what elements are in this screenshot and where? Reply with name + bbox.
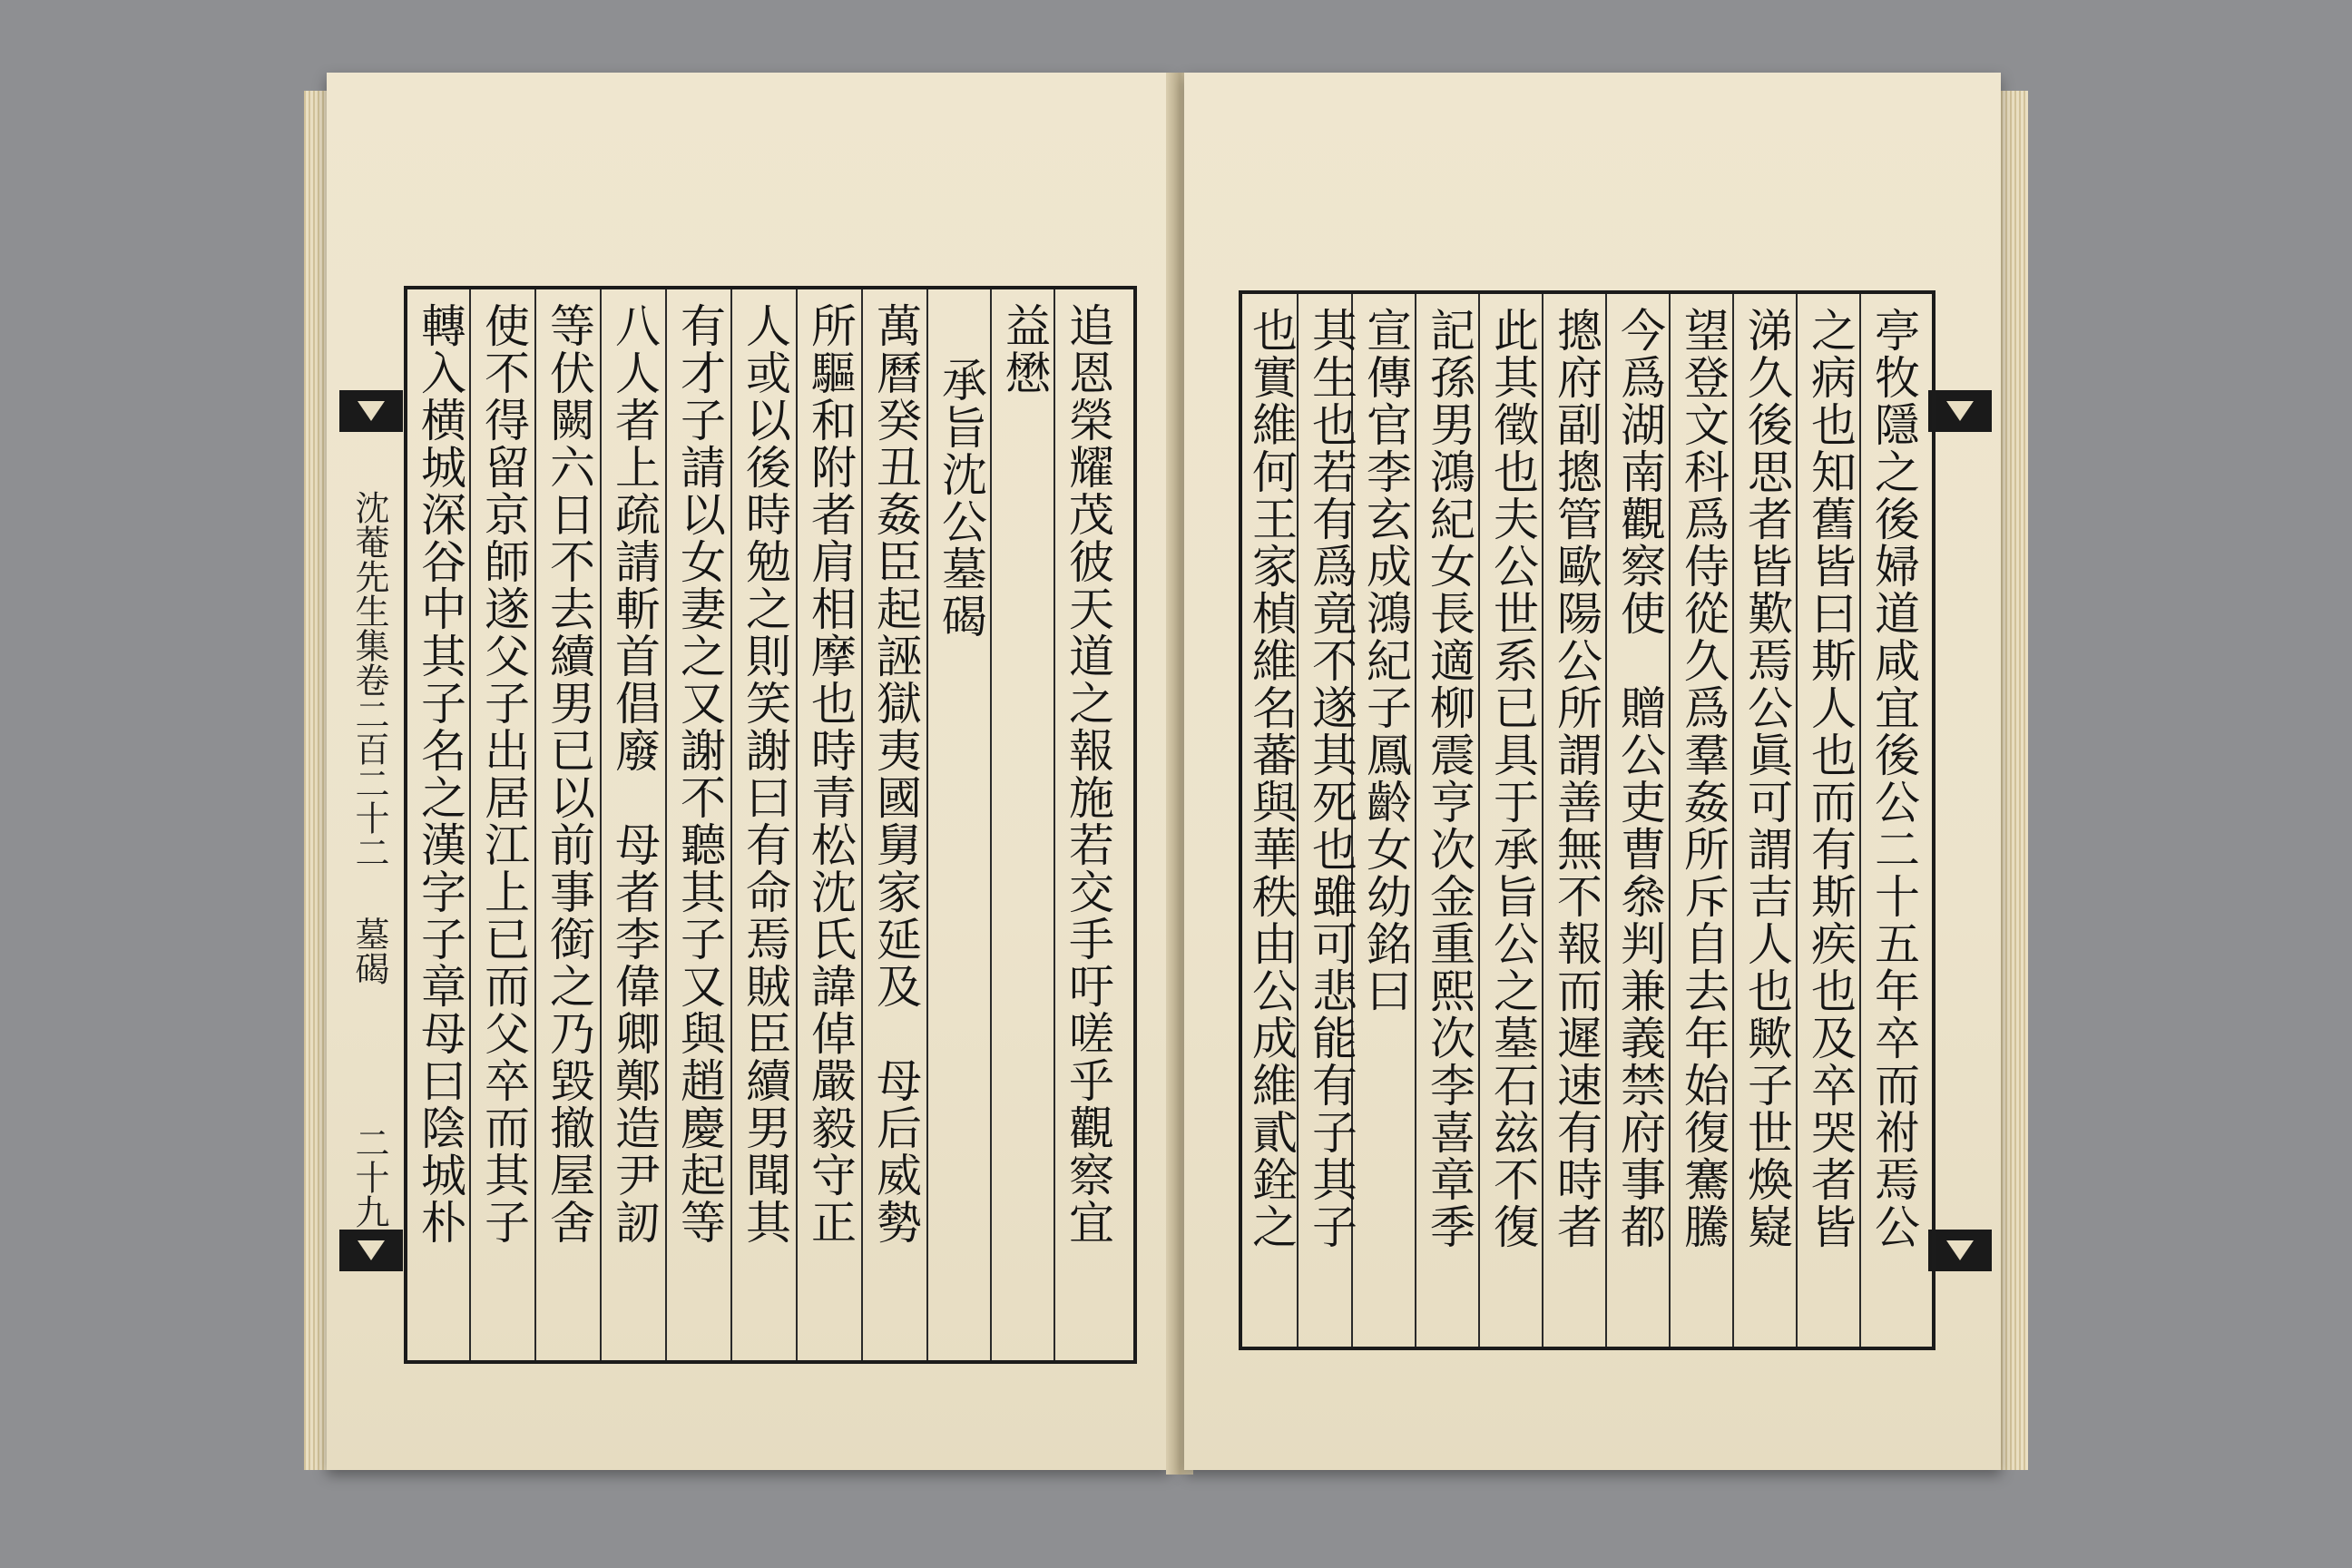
text-column: 等伏闕六日不去續男已以前事銜之乃毀撤屋舍 xyxy=(543,302,595,1246)
margin-book-title: 沈菴先生集卷二百二十二 xyxy=(349,490,389,869)
text-column: 之病也知舊皆曰斯人也而有斯疾也及卒哭者皆 xyxy=(1804,307,1857,1250)
fishtail-bottom-marker xyxy=(1928,1230,1992,1271)
text-column: 摠府副摠管歐陽公所謂善無不報而遲速有時者 xyxy=(1550,307,1602,1250)
text-column: 萬曆癸丑姦臣起誣獄夷國舅家延及 母后威勢 xyxy=(869,302,922,1246)
text-column: 其生也若有爲竟不遂其死也雖可悲能有子其子 xyxy=(1305,307,1357,1250)
text-column: 追恩榮耀茂彼天道之報施若交手吁嗟乎觀察宜 xyxy=(1062,302,1114,1246)
open-book xyxy=(313,73,2037,1488)
text-column: 此其徵也夫公世系已具于承旨公之墓石玆不復 xyxy=(1486,307,1539,1250)
fishtail-top-marker xyxy=(1928,390,1992,432)
fishtail-top-marker xyxy=(339,390,403,432)
text-column: 望登文科爲侍從久爲羣姦所斥自去年始復騫騰 xyxy=(1677,307,1730,1250)
section-heading: 承旨沈公墓碣 xyxy=(935,357,987,640)
left-text-frame xyxy=(404,286,1137,1364)
text-column: 今爲湖南觀察使 贈公吏曹叅判兼義禁府事都 xyxy=(1613,307,1666,1250)
text-column: 亭牧隱之後婦道咸宜後公二十五年卒而祔焉公 xyxy=(1867,307,1920,1250)
text-column: 記孫男鴻紀女長適柳震亨次金重熙次李喜章季 xyxy=(1423,307,1475,1250)
fishtail-bottom-marker xyxy=(339,1230,403,1271)
text-column: 也實維何王家楨維名蕃與華秩由公成維貳銓之 xyxy=(1245,307,1298,1250)
right-text-frame xyxy=(1239,290,1936,1350)
text-column: 人或以後時勉之則笑謝曰有命焉賊臣續男聞其 xyxy=(739,302,791,1246)
text-column: 宣傳官李玄成鴻紀子鳳齡女幼銘曰 xyxy=(1359,307,1412,1014)
margin-page-number: 二十九 xyxy=(349,1125,389,1229)
text-column: 涕久後思者皆歎焉公眞可謂吉人也歟子世煥嶷 xyxy=(1740,307,1793,1250)
text-column: 有才子請以女妻之又謝不聽其子又與趙慶起等 xyxy=(673,302,726,1246)
text-column: 所驅和附者肩相摩也時青松沈氏諱倬嚴毅守正 xyxy=(804,302,857,1246)
text-column: 轉入横城深谷中其子名之漢字子章母曰陰城朴 xyxy=(414,302,466,1246)
text-column: 八人者上疏請斬首倡廢 母者李偉卿鄭造尹訒 xyxy=(608,302,661,1246)
text-column: 使不得留京師遂父子出居江上已而父卒而其子 xyxy=(477,302,530,1246)
left-page xyxy=(327,73,1171,1470)
text-column: 益懋 xyxy=(998,302,1051,397)
margin-section-label: 墓碣 xyxy=(349,916,389,985)
